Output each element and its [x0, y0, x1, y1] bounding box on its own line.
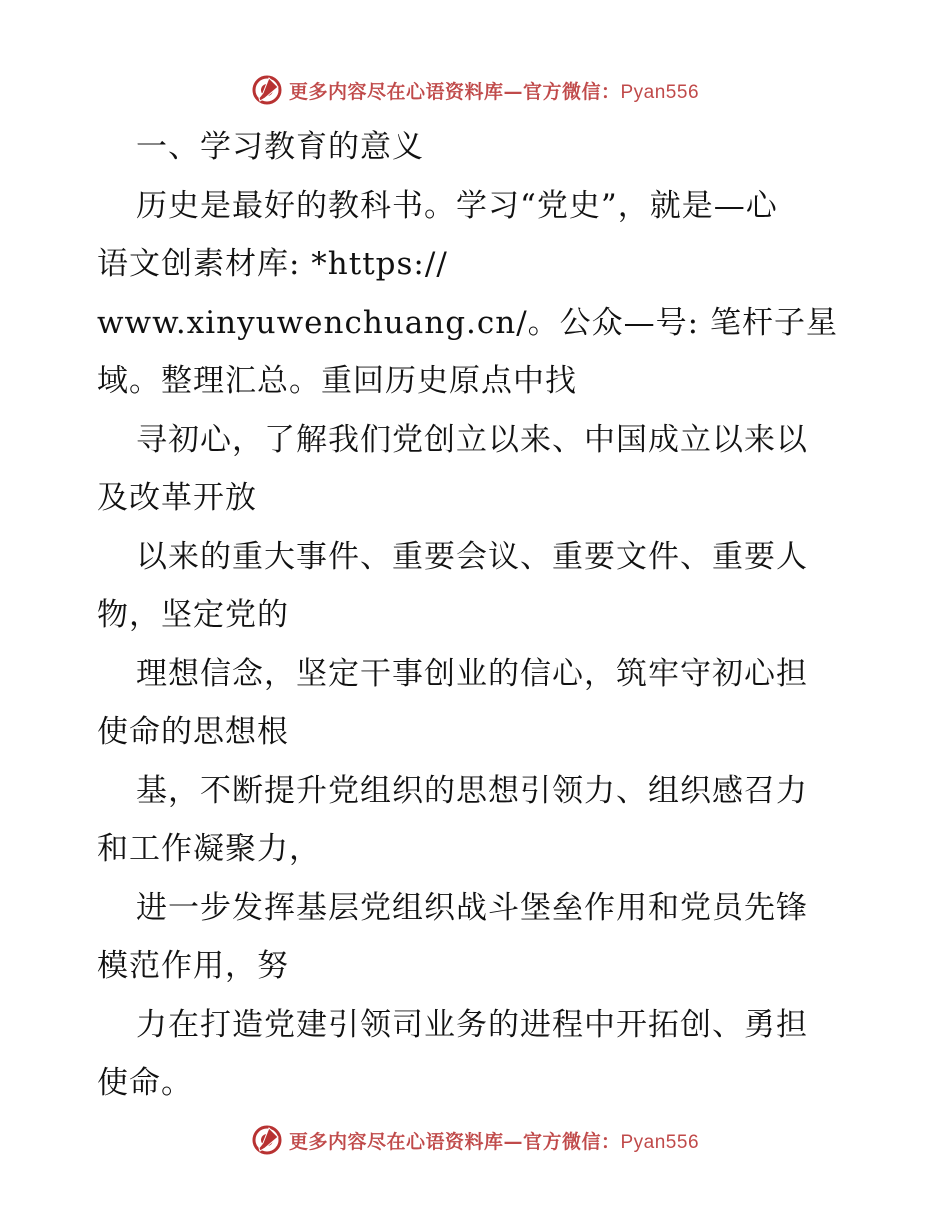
paragraph-line: 物，坚定党的	[97, 597, 289, 633]
paragraph-line: 历史是最好的教科书。学习“党史”，就是—心	[136, 187, 778, 224]
paragraph-line: 基，不断提升党组织的思想引领力、组织感召力	[136, 772, 808, 809]
paragraph-line: 以来的重大事件、重要会议、重要文件、重要人	[136, 538, 808, 575]
header-banner-label: 更多内容尽在心语资料库—官方微信：	[288, 80, 621, 103]
paragraph-line: 进一步发挥基层党组织战斗堡垒作用和党员先锋	[136, 889, 808, 926]
paragraph-line: www.xinyuwenchuang.cn/。公众—号: 笔杆子星	[97, 304, 838, 341]
paragraph-line: 及改革开放	[97, 480, 257, 516]
brand-logo-icon	[251, 74, 283, 106]
paragraph-line: 语文创素材库: *https://	[97, 246, 448, 282]
paragraph-line: 寻初心，了解我们党创立以来、中国成立以来以	[136, 421, 808, 458]
paragraph-line: 域。整理汇总。重回历史原点中找	[97, 363, 577, 399]
paragraph-line: 理想信念，坚定干事创业的信心，筑牢守初心担	[136, 655, 808, 692]
footer-banner-label: 更多内容尽在心语资料库—官方微信：	[288, 1130, 621, 1153]
paragraph-line: 模范作用，努	[97, 948, 289, 984]
header-banner	[0, 70, 950, 110]
paragraph-line: 和工作凝聚力，	[97, 831, 321, 867]
brand-logo-icon	[251, 1124, 283, 1156]
paragraph-line: 使命的思想根	[97, 714, 289, 750]
footer-account-id: Pyan556	[620, 1131, 700, 1153]
document-body	[97, 118, 857, 1113]
header-account-id: Pyan556	[620, 81, 700, 103]
section-heading: 一、学习教育的意义	[136, 129, 424, 165]
paragraph-line: 使命。	[97, 1065, 193, 1101]
paragraph-line: 力在打造党建引领司业务的进程中开拓创、勇担	[136, 1006, 808, 1043]
footer-banner	[0, 1120, 950, 1160]
header-banner-text	[289, 77, 699, 104]
footer-banner-text	[289, 1127, 699, 1154]
